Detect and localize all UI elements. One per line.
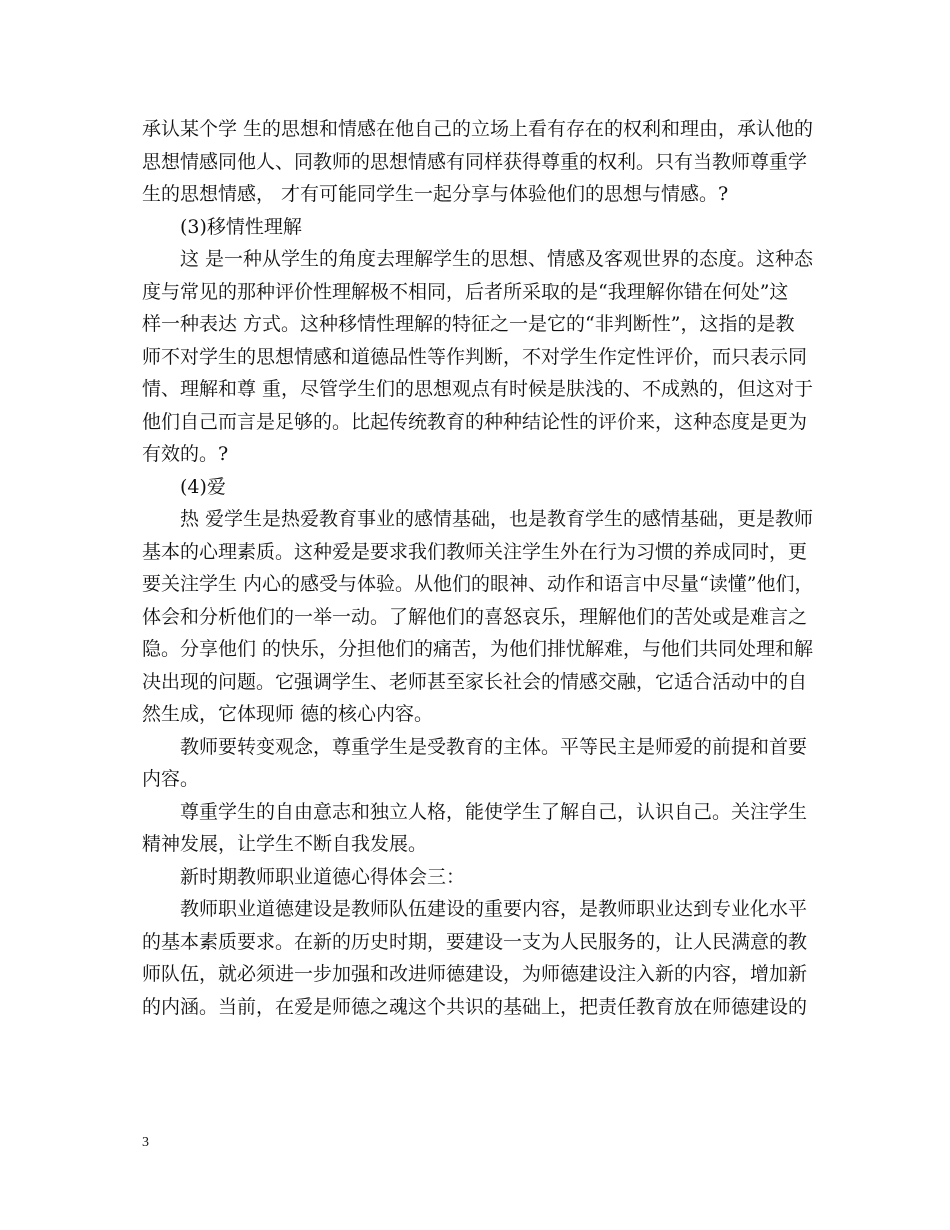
text-line: 的基本素质要求。在新的历史时期，要建设一支为人民服务的，让人民满意的教: [142, 930, 808, 953]
text-line: 隐。分享他们 的快乐，分担他们的痛苦，为他们排忧解难，与他们共同处理和解: [142, 638, 814, 660]
text-line: 样一种表达 方式。这种移情性理解的特征之一是它的“非判断性”，这指的是教: [142, 313, 795, 335]
text-line: 尊重学生的自由意志和独立人格，能使学生了解自己，认识自己。关注学生: [180, 800, 808, 823]
text-line: 有效的。?: [142, 443, 229, 465]
text-line: (3)移情性理解: [180, 215, 302, 238]
text-line: 承认某个学 生的思想和情感在他自己的立场上看有存在的权利和理由，承认他的: [142, 118, 814, 140]
text-line: 教师要转变观念，尊重学生是受教育的主体。平等民主是师爱的前提和首要: [180, 735, 808, 758]
text-line: 精神发展，让学生不断自我发展。: [142, 833, 428, 855]
text-line: 的内涵。当前，在爱是师德之魂这个共识的基础上，把责任教育放在师德建设的: [142, 995, 808, 1018]
text-line: 度与常见的那种评价性理解极不相同，后者所采取的是“我理解你错在何处”这: [142, 280, 789, 303]
text-line: 生的思想情感， 才有可能同学生一起分享与体验他们的思想与情感。?: [142, 183, 729, 205]
text-line: 要关注学生 内心的感受与体验。从他们的眼神、动作和语言中尽量“读懂”他们，: [142, 573, 814, 595]
text-line: 基本的心理素质。这种爱是要求我们教师关注学生外在行为习惯的养成同时，更: [142, 540, 808, 563]
text-line: 体会和分析他们的一举一动。了解他们的喜怒哀乐，理解他们的苦处或是难言之: [142, 605, 808, 628]
document-body: [142, 113, 812, 1023]
text-line: 教师职业道德建设是教师队伍建设的重要内容，是教师职业达到专业化水平: [180, 898, 808, 920]
text-line: 师不对学生的思想情感和道德品性等作判断，不对学生作定性评价，而只表示同: [142, 345, 808, 368]
text-line: 情、理解和尊 重，尽管学生们的思想观点有时候是肤浅的、不成熟的，但这对于: [142, 378, 814, 400]
page-number: 3: [142, 1135, 149, 1150]
text-line: 师队伍，就必须进一步加强和改进师德建设，为师德建设注入新的内容，增加新: [142, 963, 808, 985]
text-line: (4)爱: [180, 475, 226, 498]
text-line: 决出现的问题。它强调学生、老师甚至家长社会的情感交融，它适合活动中的自: [142, 670, 808, 693]
text-line: 这 是一种从学生的角度去理解学生的思想、情感及客观世界的态度。这种态: [180, 248, 814, 270]
text-line: 思想情感同他人、同教师的思想情感有同样获得尊重的权利。只有当教师尊重学: [142, 150, 808, 173]
text-line: 内容。: [142, 768, 200, 790]
text-line: 热 爱学生是热爱教育事业的感情基础，也是教育学生的感情基础，更是教师: [180, 508, 814, 530]
text-line: 新时期教师职业道德心得体会三：: [180, 865, 466, 888]
text-line: 他们自己而言是足够的。比起传统教育的种种结论性的评价来，这种态度是更为: [142, 410, 808, 433]
text-line: 然生成，它体现师 德的核心内容。: [142, 703, 434, 725]
